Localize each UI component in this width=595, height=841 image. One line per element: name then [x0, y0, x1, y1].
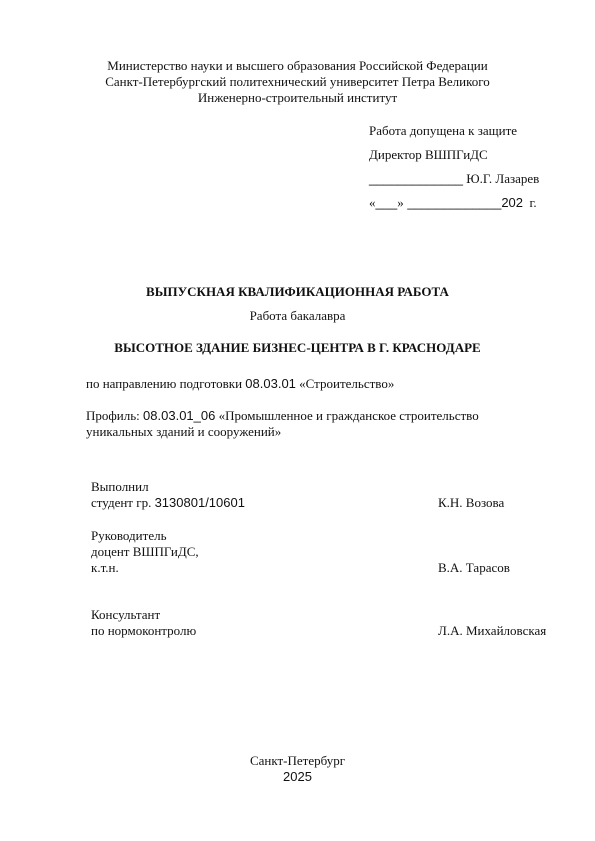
- date-year: 202: [501, 195, 524, 210]
- date-day-blank: ___: [375, 195, 398, 210]
- consultant-position: по нормоконтролю: [91, 623, 197, 638]
- direction-code: 08.03.01: [245, 376, 296, 391]
- supervisor-degree: к.т.н.: [91, 560, 119, 575]
- director-title: Директор ВШПГиДС: [369, 147, 488, 162]
- direction-line: [86, 376, 394, 392]
- footer-year: 2025: [283, 769, 312, 784]
- date-open-quote: «: [369, 195, 376, 210]
- institute-line: Инженерно-строительный институт: [197, 90, 398, 105]
- approval-date-line: [369, 195, 537, 211]
- profile-line-2: уникальных зданий и сооружений»: [86, 424, 282, 439]
- signature-blank: _____________: [369, 171, 463, 186]
- consultant-role: Консультант: [91, 607, 161, 622]
- consultant-name: Л.А. Михайловская: [438, 623, 547, 638]
- date-month-blank: _____________: [403, 195, 502, 210]
- university-line: Санкт-Петербургский политехнический университет Петра Великого: [105, 74, 490, 89]
- author-name: К.Н. Возова: [438, 495, 505, 510]
- direction-prefix: по направлению подготовки: [86, 376, 246, 391]
- thesis-topic: ВЫСОТНОЕ ЗДАНИЕ БИЗНЕС-ЦЕНТРА В Г. КРАСНОДАРЕ: [114, 340, 481, 355]
- profile-line-1: [86, 408, 479, 424]
- direction-name: «Строительство»: [295, 376, 395, 391]
- supervisor-name: В.А. Тарасов: [438, 560, 510, 575]
- profile-name: «Промышленное и гражданское строительство: [215, 408, 479, 423]
- profile-prefix: Профиль:: [86, 408, 144, 423]
- author-group-line: [91, 495, 245, 511]
- footer-city: Санкт-Петербург: [249, 753, 346, 768]
- profile-code: 08.03.01_06: [143, 408, 216, 423]
- date-close-quote: »: [397, 195, 404, 210]
- director-signature-line: [369, 171, 539, 187]
- approval-line: Работа допущена к защите: [369, 123, 518, 138]
- author-role: Выполнил: [91, 479, 149, 494]
- work-subtype: Работа бакалавра: [249, 308, 346, 323]
- supervisor-role: Руководитель: [91, 528, 167, 543]
- date-suffix: г.: [523, 195, 537, 210]
- supervisor-position: доцент ВШПГиДС,: [91, 544, 199, 559]
- work-type: ВЫПУСКНАЯ КВАЛИФИКАЦИОННАЯ РАБОТА: [146, 284, 449, 299]
- author-group-prefix: студент гр.: [91, 495, 155, 510]
- ministry-line: Министерство науки и высшего образования Российской Федерации: [107, 58, 488, 73]
- director-name: Ю.Г. Лазарев: [466, 171, 540, 186]
- author-group: 3130801/10601: [154, 495, 245, 510]
